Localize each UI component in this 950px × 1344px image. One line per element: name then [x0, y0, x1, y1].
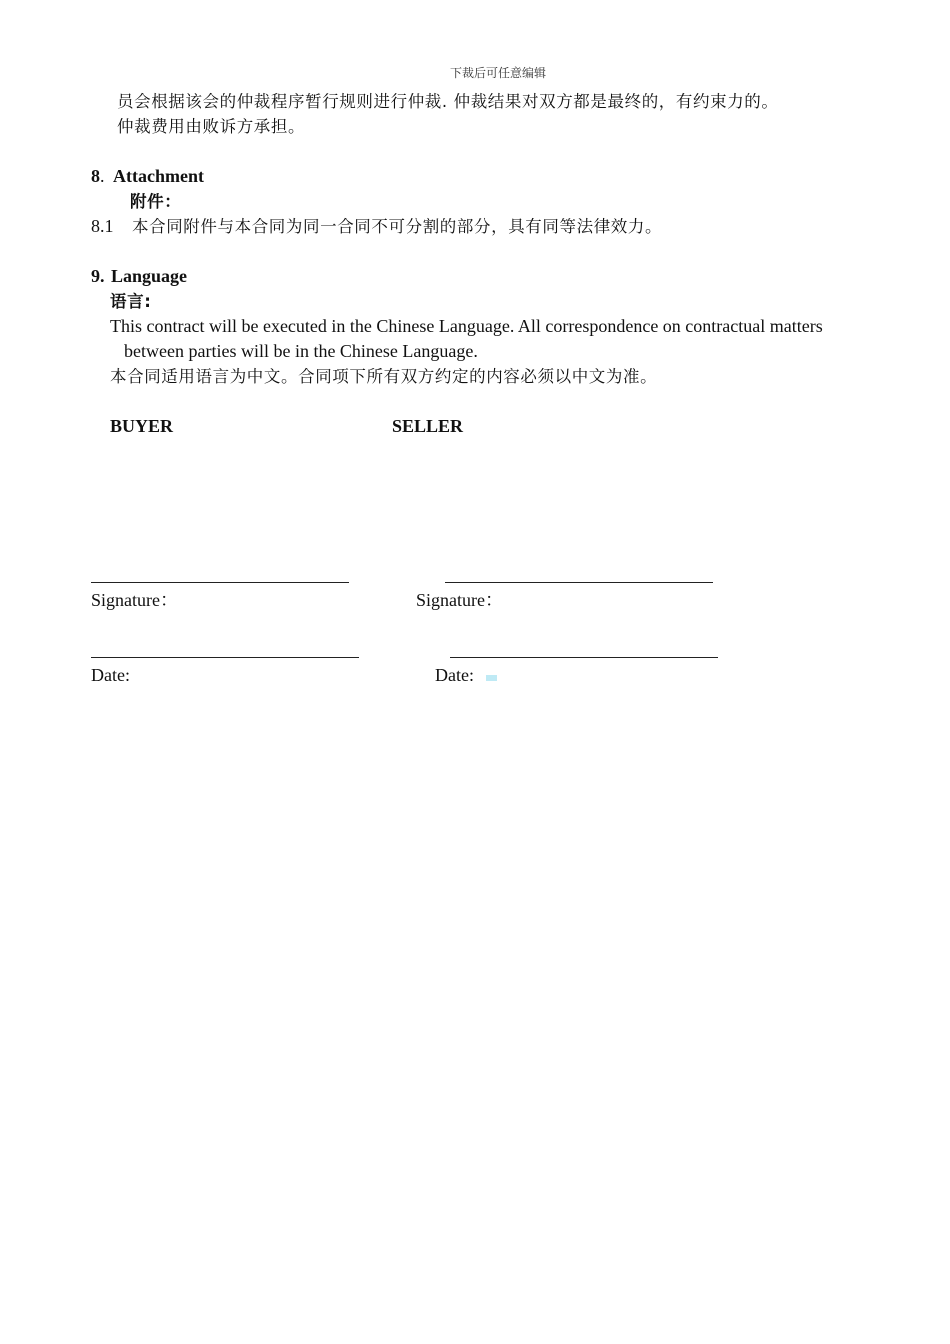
section-9-title-cn: 语言: — [110, 292, 152, 311]
buyer-date-line — [91, 657, 359, 658]
clause-8-1-text: 本合同附件与本合同为同一合同不可分割的部分，具有同等法律效力。 — [132, 217, 663, 236]
section-9-number: 9. — [91, 266, 105, 286]
section-8-title: Attachment — [113, 166, 204, 186]
buyer-signature-label: Signature： — [91, 590, 178, 610]
clause-8-1 — [91, 214, 662, 239]
section-9-text-line2: between parties will be in the Chinese Language. — [124, 341, 478, 361]
arbitration-text-line1: 员会根据该会的仲裁程序暂行规则进行仲裁. 仲裁结果对双方都是最终的，有约束力的。 — [117, 92, 779, 111]
section-8-title-cn: 附件： — [130, 192, 182, 211]
section-9-heading — [91, 264, 187, 289]
text-cursor-marker — [486, 675, 497, 681]
buyer-date-label: Date: — [91, 665, 130, 685]
buyer-label: BUYER — [110, 416, 174, 436]
buyer-signature-line — [91, 582, 349, 583]
seller-date-line — [450, 657, 718, 658]
section-9-title: Language — [111, 266, 188, 286]
seller-signature-line — [445, 582, 713, 583]
section-8-dot: . — [100, 166, 105, 186]
section-9-text-line1: This contract will be executed in the Chinese Language. All correspondence on contractual matters — [110, 316, 823, 336]
clause-8-1-number: 8.1 — [91, 216, 114, 236]
section-8-heading — [91, 164, 204, 189]
seller-date-label: Date: — [435, 665, 474, 685]
section-9-text-cn: 本合同适用语言为中文。合同项下所有双方约定的内容必须以中文为准。 — [110, 367, 658, 386]
seller-signature-label: Signature： — [416, 590, 503, 610]
seller-label: SELLER — [392, 416, 464, 436]
arbitration-text-line2: 仲裁费用由败诉方承担。 — [117, 117, 306, 136]
header-note: 下裁后可任意编辑 — [449, 66, 546, 80]
section-8-number: 8 — [91, 166, 100, 186]
